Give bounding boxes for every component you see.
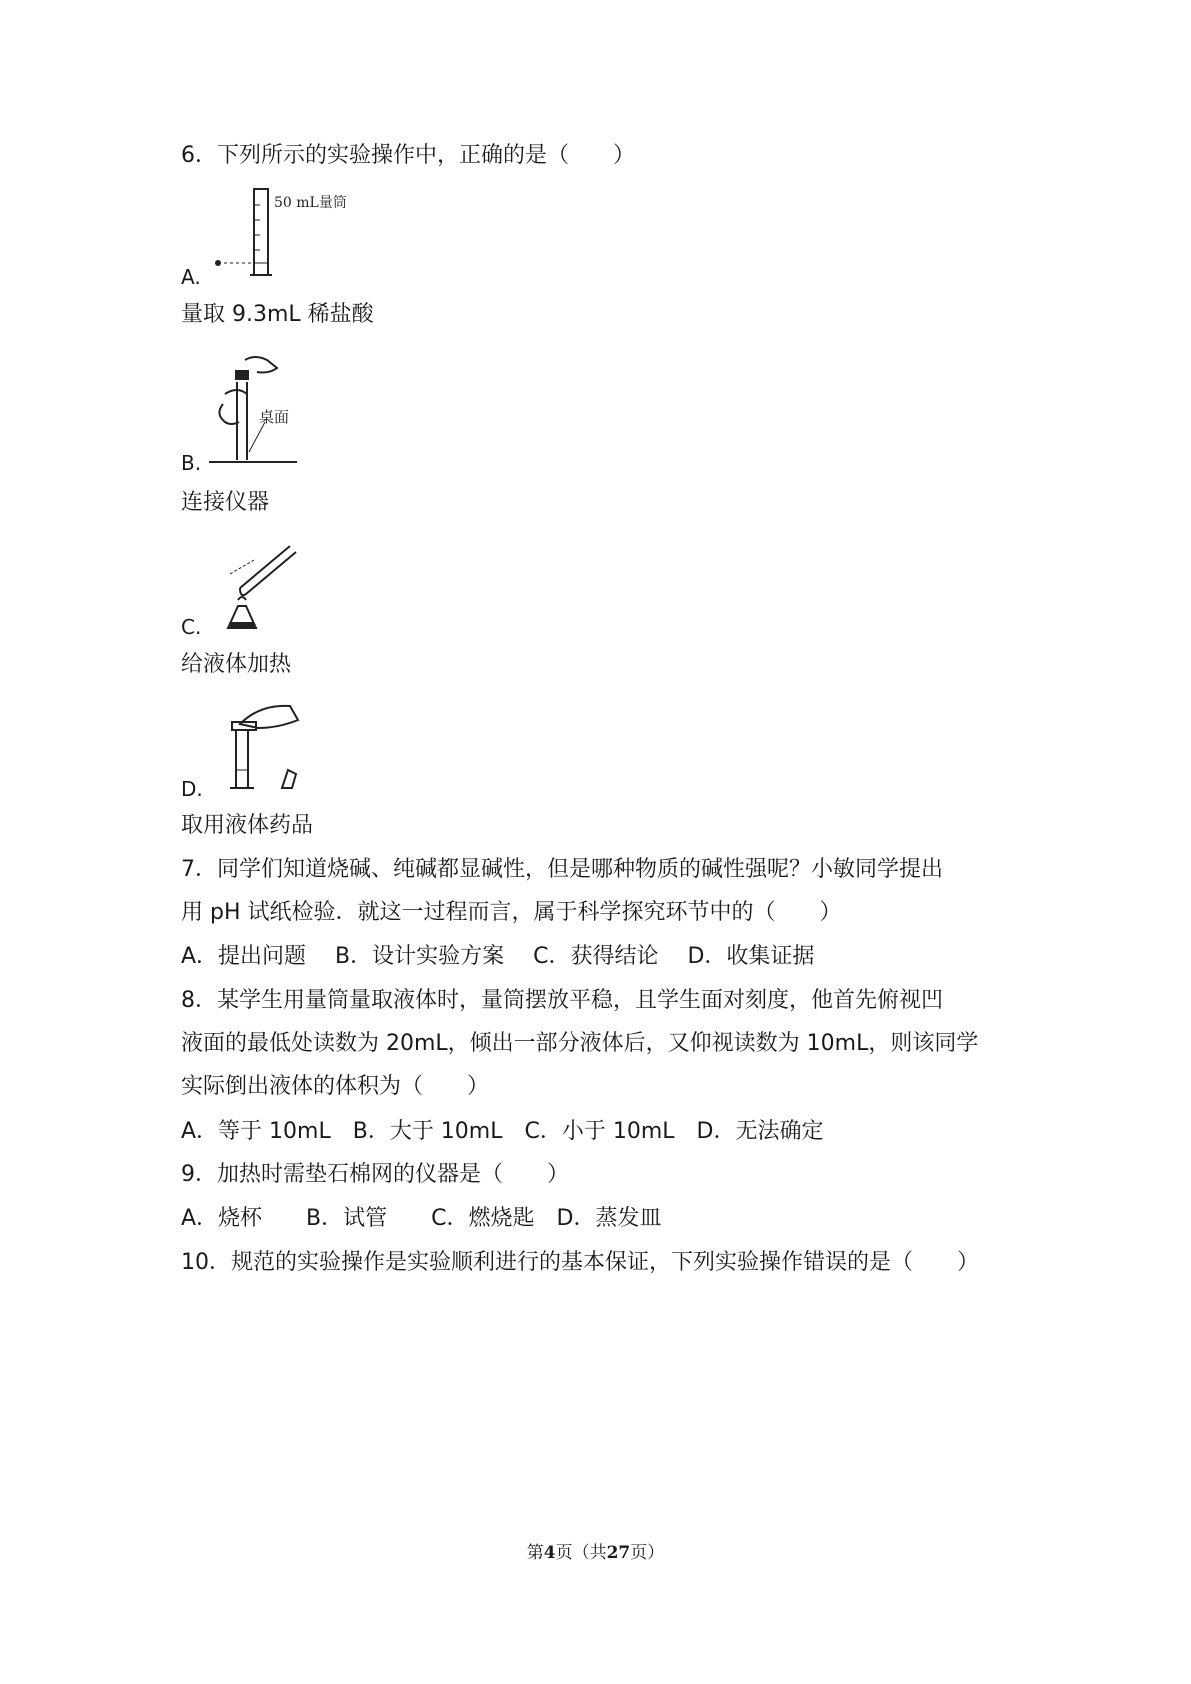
question-7-line-1: 7．同学们知道烧碱、纯碱都显碱性，但是哪种物质的碱性强呢？小敏同学提出 [181, 857, 943, 882]
option-a-letter: A. [181, 265, 201, 289]
question-6-stem: 6．下列所示的实验操作中，正确的是（ ） [181, 143, 635, 168]
question-9-options: A．烧杯 B．试管 C．燃烧匙 D．蒸发皿 [181, 1206, 662, 1231]
question-8-options: A．等于 10mL B．大于 10mL C．小于 10mL D．无法确定 [181, 1119, 824, 1144]
question-7-options: A．提出问题 B．设计实验方案 C．获得结论 D．收集证据 [181, 944, 815, 969]
heating-tube-icon [218, 538, 308, 638]
question-8-line-3: 实际倒出液体的体积为（ ） [181, 1074, 490, 1099]
stopper-press-icon [205, 352, 315, 468]
pouring-liquid-icon [222, 700, 322, 800]
option-b-caption: 连接仪器 [181, 490, 270, 515]
footer-prefix: 第 [526, 1543, 544, 1563]
option-c-caption: 给液体加热 [181, 652, 292, 677]
option-a-caption: 量取 9.3mL 稀盐酸 [181, 302, 374, 327]
figure-b-label: 桌面 [259, 408, 290, 426]
option-d-letter: D. [181, 777, 203, 801]
page-footer [0, 1538, 1191, 1563]
footer-page-number: 4 [543, 1543, 556, 1563]
question-7-line-2: 用 pH 试纸检验．就这一过程而言，属于科学探究环节中的（ ） [181, 900, 842, 925]
footer-suffix: 页） [630, 1543, 665, 1563]
figure-a-label: 50 mL量筒 [274, 195, 347, 211]
option-b-letter: B. [181, 451, 202, 475]
footer-total-pages: 27 [606, 1543, 631, 1563]
question-10-stem: 10．规范的实验操作是实验顺利进行的基本保证，下列实验操作错误的是（ ） [181, 1250, 979, 1275]
graduated-cylinder-icon [210, 185, 370, 285]
footer-middle: 页（共 [555, 1543, 607, 1563]
question-8-line-1: 8．某学生用量筒量取液体时，量筒摆放平稳，且学生面对刻度，他首先俯视凹 [181, 988, 943, 1013]
option-c-letter: C. [181, 615, 202, 639]
option-d-caption: 取用液体药品 [181, 813, 314, 838]
question-8-line-2: 液面的最低处读数为 20mL，倾出一部分液体后，又仰视读数为 10mL，则该同学 [181, 1031, 979, 1056]
question-9-stem: 9．加热时需垫石棉网的仪器是（ ） [181, 1162, 569, 1187]
